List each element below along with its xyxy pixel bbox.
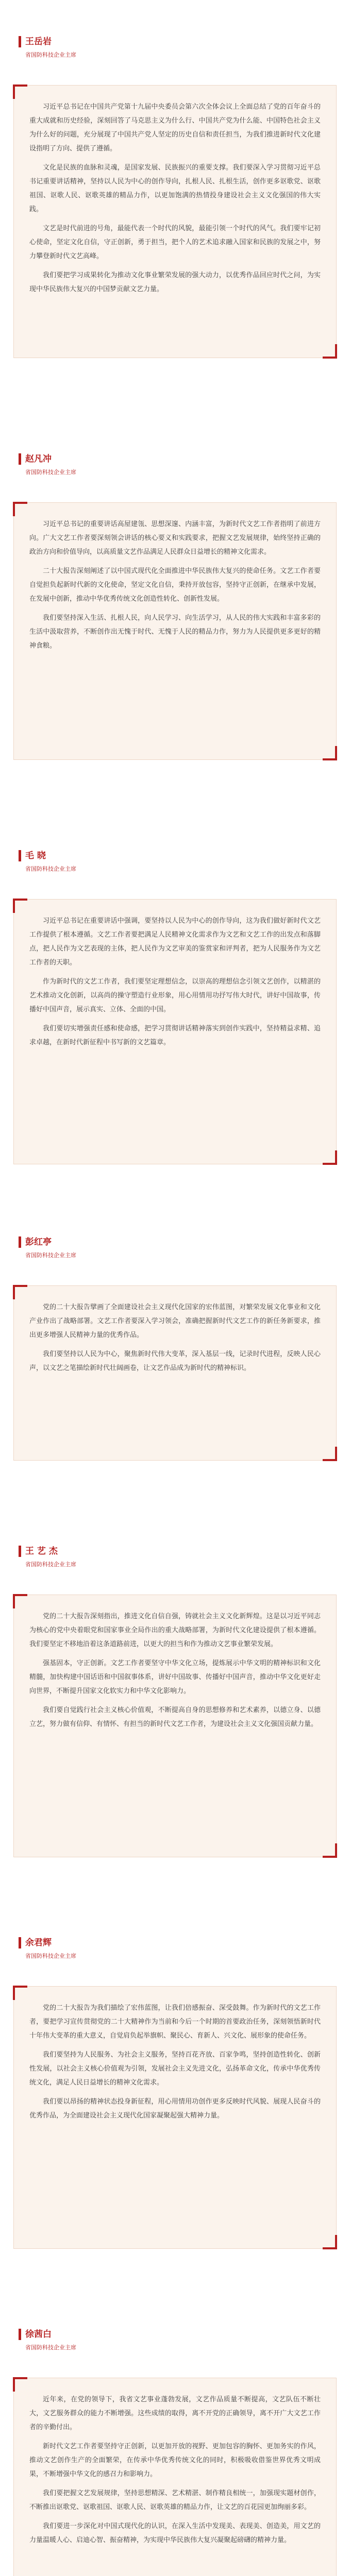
speech-paragraph: 习近平总书记在中国共产党第十九届中央委员会第六次全体会议上全面总结了党的百年奋斗的重大成就和历史经验，深刻回答了马克思主义为什么行、中国共产党为什么能、中国特色社会主义为什么好的问题，充分展现了中国共产党人坚定的历史自信和责任担当，为我们推进新时代文化建设指明了方向、提供了遵循。 — [29, 103, 321, 152]
speaker-name: 王岳岩 — [19, 36, 76, 47]
speaker-role: 省国防科技企业主席 — [25, 1561, 76, 1568]
speech-paragraph: 我们要进一步深化对中国式现代化的认识，在深入生活中发现美、表现美、创造美，用文艺的力量温暖人心、启迪心智、振奋精神，为实现中华民族伟大复兴凝聚起磅礴的精神力量。 — [29, 2522, 321, 2544]
speech-paragraph: 党的二十大报告擘画了全面建设社会主义现代化国家的宏伟蓝图，对繁荣发展文化事业和文化产业作出了战略部署。文艺工作者要深入学习领会，准确把握新时代文艺工作的新任务新要求，推出更多增强人民精神力量的优秀作品。 — [29, 1303, 321, 1339]
speaker-role: 省国防科技企业主席 — [25, 1252, 76, 1259]
corner-decoration — [13, 1594, 27, 1608]
speech-paragraph: 文化是民族的血脉和灵魂，是国家发展、民族振兴的重要支撑。我们要深入学习贯彻习近平总书记重要讲话精神，坚持以人民为中心的创作导向，扎根人民、扎根生活，创作更多讴歌党、讴歌祖国、讴歌人民、讴歌英雄的精品力作，以更加饱满的热情投身建设社会主义文化强国的伟大实践。 — [29, 164, 321, 213]
speech-paragraph: 习近平总书记在重要讲话中强调，要坚持以人民为中心的创作导向，这为我们做好新时代文艺工作提供了根本遵循。文艺工作者要把满足人民精神文化需求作为文艺和文艺工作的出发点和落脚点，把人民作为文艺表现的主体，把人民作为文艺审美的鉴赏家和评判者，把为人民服务作为文艺工作者的天职。 — [29, 917, 321, 967]
speaker-role: 省国防科技企业主席 — [25, 469, 76, 476]
speech-paragraph: 我们要以昂扬的精神状态投身新征程，用心用情用功创作更多反映时代风貌、展现人民奋斗的优秀作品，为全面建设社会主义现代化国家凝聚起强大精神力量。 — [29, 2098, 321, 2120]
speaker-role: 省国防科技企业主席 — [25, 1953, 76, 1959]
speech-paragraph: 我们要坚持为人民服务、为社会主义服务，坚持百花齐放、百家争鸣，坚持创造性转化、创新性发展，以社会主义核心价值观为引领，发展社会主义先进文化，弘扬革命文化，传承中华优秀传统文化，满足人民日益增长的精神文化需求。 — [29, 2051, 321, 2087]
corner-decoration — [323, 746, 337, 760]
speech-paragraph: 我们要切实增强责任感和使命感，把学习贯彻讲话精神落实到创作实践中，坚持精益求精、追求卓越，在新时代新征程中书写新的文艺篇章。 — [29, 1025, 321, 1046]
corner-decoration — [323, 1150, 337, 1165]
speech-paragraph: 党的二十大报告深刻指出，推进文化自信自强，铸就社会主义文化新辉煌。这是以习近平同志为核心的党中央着眼党和国家事业全局作出的重大战略部署，为新时代文化建设提供了根本遵循。我们要坚定不移地沿着这条道路前进，以更大的担当和作为推动文艺事业繁荣发展。 — [29, 1613, 321, 1648]
corner-decoration — [323, 1447, 337, 1461]
speaker-name: 彭红亭 — [19, 1236, 76, 1248]
corner-decoration — [13, 1285, 27, 1299]
corner-decoration — [13, 899, 27, 913]
speaker-header — [19, 1236, 76, 1259]
speech-card — [13, 899, 337, 1164]
speaker-role: 省国防科技企业主席 — [25, 866, 76, 872]
corner-decoration — [323, 2235, 337, 2249]
speech-paragraph: 我们要坚持深入生活、扎根人民，向人民学习、向生活学习，从人民的伟大实践和丰富多彩的生活中汲取营养，不断创作出无愧于时代、无愧于人民的精品力作，努力为人民提供更多更好的精神食粮。 — [29, 614, 321, 650]
corner-decoration — [13, 2377, 27, 2392]
speech-paragraph: 我们要把学习成果转化为推动文化事业繁荣发展的强大动力，以优秀作品回应时代之问，为实现中华民族伟大复兴的中国梦贡献文艺力量。 — [29, 272, 321, 293]
speaker-header — [19, 36, 76, 59]
speech-paragraph: 我们要把握文艺发展规律，坚持思想精深、艺术精湛、制作精良相统一，加强现实题材创作，不断推出讴歌党、讴歌祖国、讴歌人民、讴歌英雄的精品力作，让文艺的百花园更加绚丽多彩。 — [29, 2489, 321, 2511]
speech-paragraph: 二十大报告深刻阐述了以中国式现代化全面推进中华民族伟大复兴的使命任务。文艺工作者要自觉担负起新时代新的文化使命，坚定文化自信，秉持开放包容，坚持守正创新，在继承中发展，在发展中创新，推动中华优秀传统文化创造性转化、创新性发展。 — [29, 567, 321, 603]
speech-paragraph: 文艺是时代前进的号角，最能代表一个时代的风貌，最能引领一个时代的风气。我们要牢记初心使命，坚定文化自信，守正创新，勇于担当，把个人的艺术追求融入国家和民族的发展之中，努力攀登新时代文艺高峰。 — [29, 225, 321, 260]
corner-decoration — [13, 502, 27, 516]
speaker-header — [19, 2329, 76, 2351]
speech-paragraph: 强基固本，守正创新。文艺工作者要坚守中华文化立场，提炼展示中华文明的精神标识和文化精髓，加快构建中国话语和中国叙事体系，讲好中国故事、传播好中国声音，推动中华文化更好走向世界，不断提升国家文化软实力和中华文化影响力。 — [29, 1659, 321, 1695]
speech-paragraph: 我们要自觉践行社会主义核心价值观，不断提高自身的思想修养和艺术素养，以德立身、以德立艺，努力做有信仰、有情怀、有担当的新时代文艺工作者，为建设社会主义文化强国贡献力量。 — [29, 1706, 321, 1728]
speaker-name: 王 艺 杰 — [19, 1546, 76, 1557]
corner-decoration — [323, 1843, 337, 1858]
speech-card — [13, 502, 337, 760]
speech-paragraph: 新时代文艺工作者要坚持守正创新，以更加开放的视野、更加包容的胸怀、更加务实的作风，推动文艺创作生产的全面繁荣，在传承中华优秀传统文化的同时，积极吸收借鉴世界优秀文明成果，不断增强中华文化的感召力和影响力。 — [29, 2443, 321, 2478]
speaker-header — [19, 1546, 76, 1568]
speech-paragraph: 习近平总书记的重要讲话高屋建瓴、思想深邃、内涵丰富，为新时代文艺工作者指明了前进方向。广大文艺工作者要深刻领会讲话的核心要义和实践要求，把握文艺发展规律，始终坚持正确的政治方向和价值导向，以高质量文艺作品满足人民群众日益增长的精神文化需求。 — [29, 520, 321, 556]
speech-card — [13, 1595, 337, 1857]
speaker-header — [19, 850, 76, 873]
speech-card — [13, 85, 337, 358]
speaker-name: 余君辉 — [19, 1937, 76, 1948]
speech-card — [13, 2378, 337, 2576]
speech-card — [13, 1986, 337, 2249]
speaker-role: 省国防科技企业主席 — [25, 2344, 76, 2351]
speech-paragraph: 我们要坚持以人民为中心，聚焦新时代伟大变革，深入基层一线，记录时代进程，反映人民心声，以文艺之笔描绘新时代壮阔画卷，让文艺作品成为新时代的精神标识。 — [29, 1350, 321, 1372]
speaker-header — [19, 1937, 76, 1960]
speech-paragraph: 作为新时代的文艺工作者，我们要坚定理想信念，以崇高的理想信念引领文艺创作，以精湛的艺术推动文化创新，以高尚的操守塑造行业形象，用心用情用功抒写伟大时代，讲好中国故事，传播好中国声音，展示真实、立体、全面的中国。 — [29, 978, 321, 1013]
speech-paragraph: 党的二十大报告为我们描绘了宏伟蓝图，让我们倍感振奋、深受鼓舞。作为新时代的文艺工作者，要把学习宣传贯彻党的二十大精神作为当前和今后一个时期的首要政治任务，深刻领悟新时代十年伟大变革的重大意义，自觉肩负起举旗帜、聚民心、育新人、兴文化、展形象的使命任务。 — [29, 2004, 321, 2040]
corner-decoration — [13, 84, 27, 99]
speech-paragraph: 近年来，在党的领导下，我省文艺事业蓬勃发展，文艺作品质量不断提高，文艺队伍不断壮大，文艺服务群众的能力不断增强。这些成绩的取得，离不开党的正确领导，离不开广大文艺工作者的辛勤付出。 — [29, 2396, 321, 2431]
speaker-name: 赵凡冲 — [19, 453, 76, 465]
speaker-role: 省国防科技企业主席 — [25, 52, 76, 58]
corner-decoration — [13, 1986, 27, 2000]
speaker-name: 徐茜白 — [19, 2329, 76, 2340]
speech-card — [13, 1285, 337, 1461]
speaker-name: 毛 晓 — [19, 850, 76, 861]
corner-decoration — [323, 344, 337, 359]
speaker-header — [19, 453, 76, 476]
